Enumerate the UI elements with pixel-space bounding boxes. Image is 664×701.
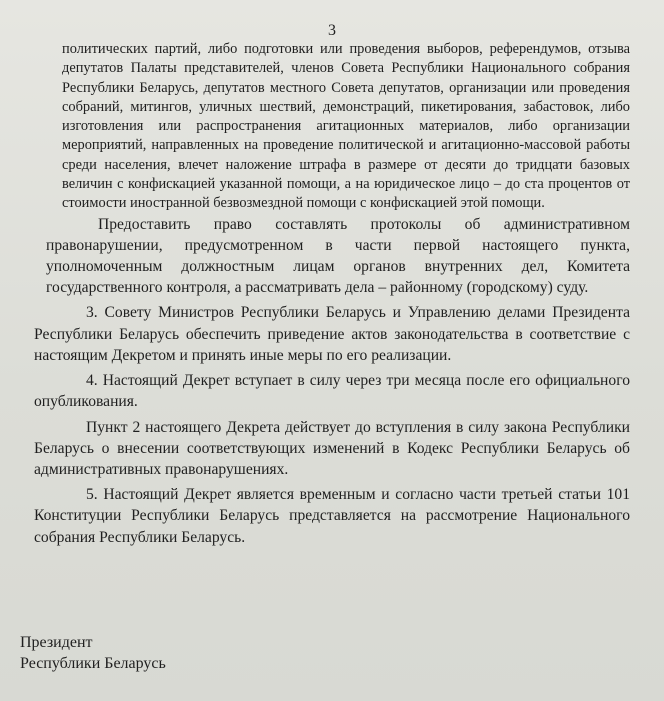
paragraph-continuation: политических партий, либо подготовки или проведения выборов, референдумов, отзыва депутатов Палаты представителей, членов Совета Республики Национального собрания Республики Беларусь, депутатов местного Совета депутатов, организации или проведения собраний, митингов, уличных шествий, демонстраций, пикетирования, забастовок, либо изготовления или распространения агитационных материалов, либо организации мероприятий, направленных на проведение политической и агитационно-массовой работы среди населения, влечет наложение штрафа в размере от десяти до тридцати базовых величин с конфискацией указанной помощи, а на юридическое лицо – до ста процентов от стоимости иностранной безвозмездной помощи с конфискацией этой помощи. — [62, 41, 630, 212]
page-number: 3 — [328, 22, 336, 39]
signature-title: Президент — [20, 634, 93, 651]
signature-country: Республики Беларусь — [20, 655, 166, 672]
paragraph-item-3: 3. Совету Министров Республики Беларусь и Управлению делами Президента Республики Беларусь обеспечить приведение актов законодательства в соответствие с настоящим Декретом и принять иные меры по его реализации. — [34, 304, 630, 364]
paragraph-item-2-validity: Пункт 2 настоящего Декрета действует до вступления в силу закона Республики Беларусь о внесении соответствующих изменений в Кодекс Республики Беларусь об административных правонарушениях. — [34, 418, 630, 478]
paragraph-item-5: 5. Настоящий Декрет является временным и согласно части третьей статьи 101 Конституции Республики Беларусь представляется на рассмотрение Национального собрания Республики Беларусь. — [34, 486, 630, 546]
paragraph-item-4: 4. Настоящий Декрет вступает в силу через три месяца после его официального опубликования. — [34, 372, 630, 411]
decree-body — [34, 40, 630, 548]
paragraph-protocol-authority: Предоставить право составлять протоколы об административном правонарушении, предусмотренном в части первой настоящего пункта, уполномоченным должностным лицам органов внутренних дел, Комитета государственного контроля, а рассматривать дела – районному (городскому) суду. — [46, 215, 630, 297]
signature-block — [20, 632, 166, 674]
